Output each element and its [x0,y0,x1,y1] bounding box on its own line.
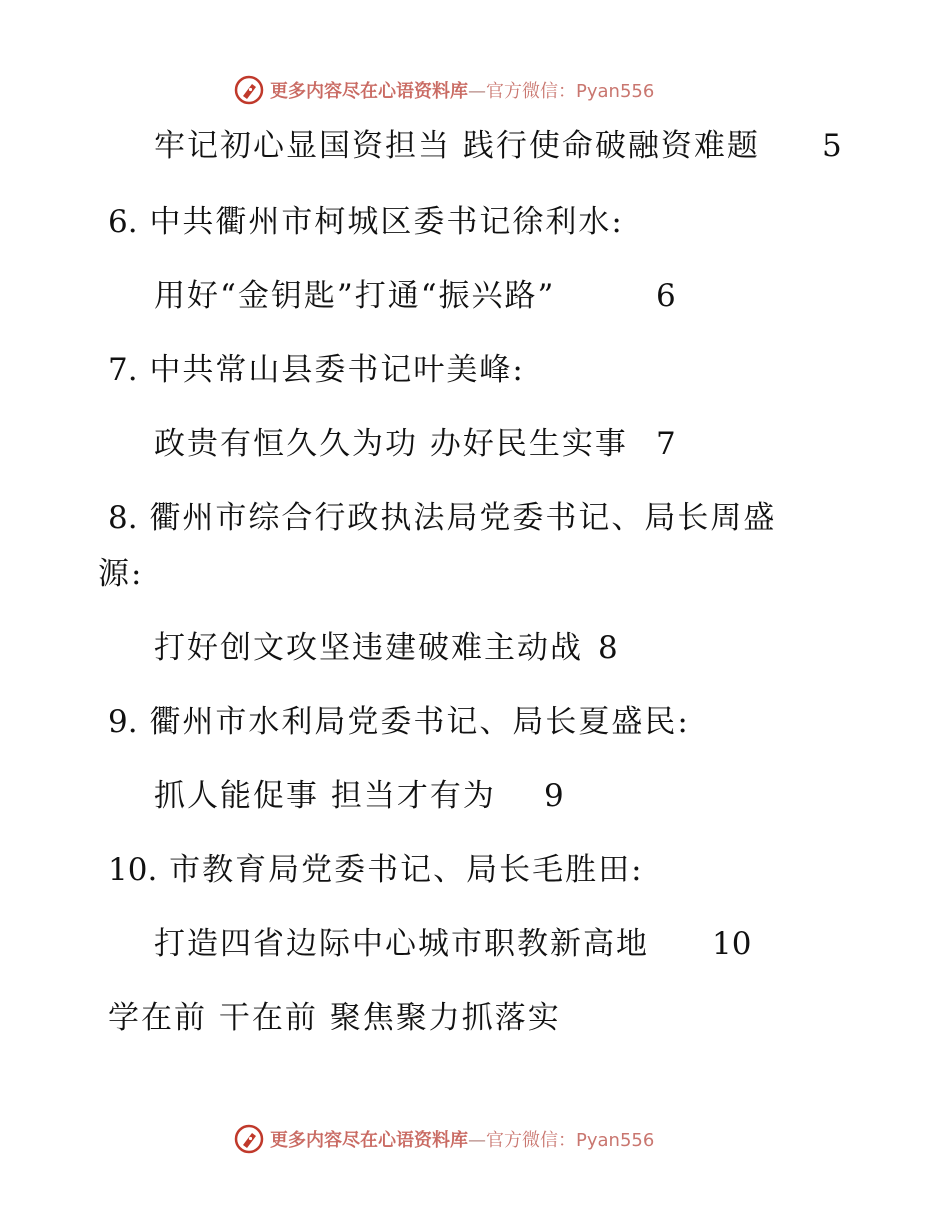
toc-entry-title: 抓人能促事 担当才有为 [154,778,496,814]
toc-entry-author: 6. 中共衢州市柯城区委书记徐利水: [108,204,624,240]
toc-page-number: 10 [712,926,752,962]
toc-entry-title: 用好“金钥匙”打通“振兴路” [154,278,556,314]
toc-entry-title: 打造四省边际中心城市职教新高地 [154,926,649,962]
toc-entry-author: 8. 衢州市综合行政执法局党委书记、局长周盛 [108,500,777,536]
toc-entry-title: 政贵有恒久久为功 办好民生实事 [154,426,628,462]
watermark-text: 更多内容尽在心语资料库—官方微信：Pyan556 [270,81,655,102]
toc-page-number: 6 [656,278,676,314]
pen-nib-logo-icon [234,1124,264,1154]
toc-entry-author: 9. 衢州市水利局党委书记、局长夏盛民: [108,704,690,740]
header-watermark [234,73,654,107]
section-heading: 学在前 干在前 聚焦聚力抓落实 [108,1000,561,1036]
toc-page-number: 5 [822,128,842,164]
toc-page-number: 9 [544,778,564,814]
toc-entry-title: 牢记初心显国资担当 践行使命破融资难题 [154,128,760,164]
pen-nib-logo-icon [234,75,264,105]
watermark-text: 更多内容尽在心语资料库—官方微信：Pyan556 [270,1130,655,1151]
toc-page-number: 8 [598,630,618,666]
toc-entry-author: 7. 中共常山县委书记叶美峰: [108,352,525,388]
toc-entry-title: 打好创文攻坚违建破难主动战 [154,630,583,666]
footer-watermark [234,1122,654,1156]
toc-entry-author-continued: 源: [98,556,144,592]
toc-page-number: 7 [656,426,676,462]
toc-entry-author: 10. 市教育局党委书记、局长毛胜田: [108,852,644,888]
